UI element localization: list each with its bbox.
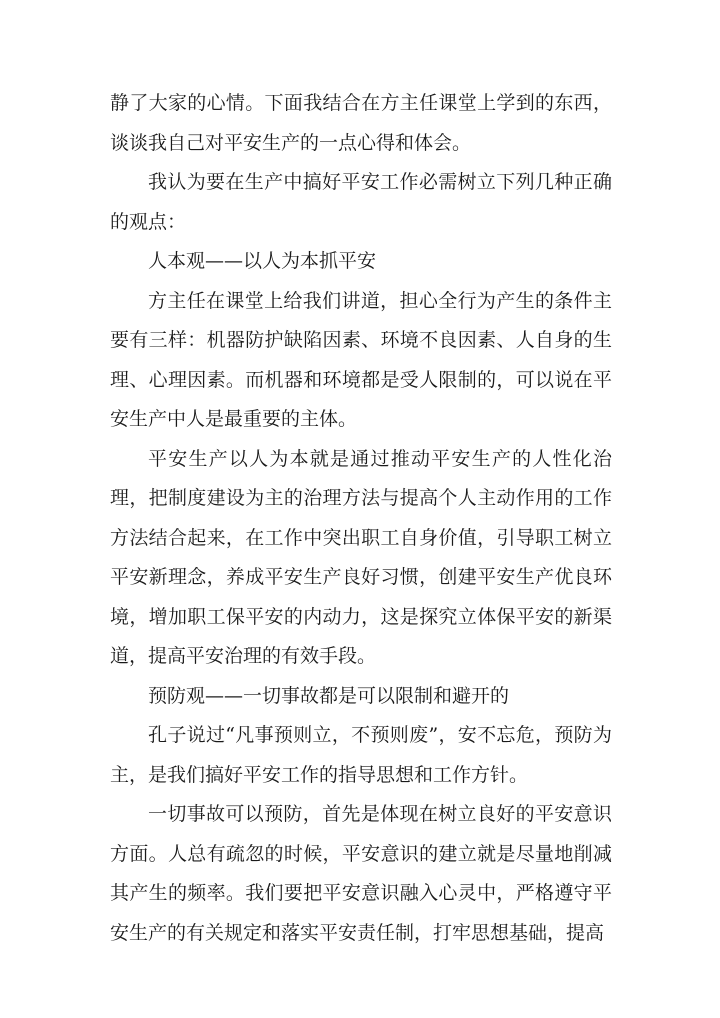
document-body xyxy=(110,84,612,953)
section-heading-prevention: 预防观——一切事故都是可以限制和避开的 xyxy=(148,684,510,707)
paragraph-2: 我认为要在生产中搞好平安工作必需树立下列几种正确的观点： xyxy=(110,171,612,233)
paragraph-4: 平安生产以人为本就是通过推动平安生产的人性化治理，把制度建设为主的治理方法与提高个人主动作用的工作方法结合起来，在工作中突出职工自身价值，引导职工树立平安新理念，养成平安生产良好习惯，创建平安生产优良环境，增加职工保平安的内动力，这是探究立体保平安的新渠道，提高平安治理的有效手段。 xyxy=(110,447,612,667)
paragraph-6: 一切事故可以预防，首先是体现在树立良好的平安意识方面。人总有疏忽的时候，平安意识的建立就是尽量地削减其产生的频率。我们要把平安意识融入心灵中，严格遵守平安生产的有关规定和落实平安责任制，打牢思想基础，提高 xyxy=(110,803,612,944)
paragraph-3: 方主任在课堂上给我们讲道，担心全行为产生的条件主要有三样：机器防护缺陷因素、环境不良因素、人自身的生理、心理因素。而机器和环境都是受人限制的，可以说在平安生产中人是最重要的主体。 xyxy=(110,289,612,430)
paragraph-1: 静了大家的心情。下面我结合在方主任课堂上学到的东西，谈谈我自己对平安生产的一点心得和体会。 xyxy=(110,92,612,154)
paragraph-5: 孔子说过“凡事预则立，不预则废”，安不忘危，预防为主，是我们搞好平安工作的指导思想和工作方针。 xyxy=(110,724,612,786)
section-heading-people-oriented: 人本观——以人为本抓平安 xyxy=(148,250,377,272)
